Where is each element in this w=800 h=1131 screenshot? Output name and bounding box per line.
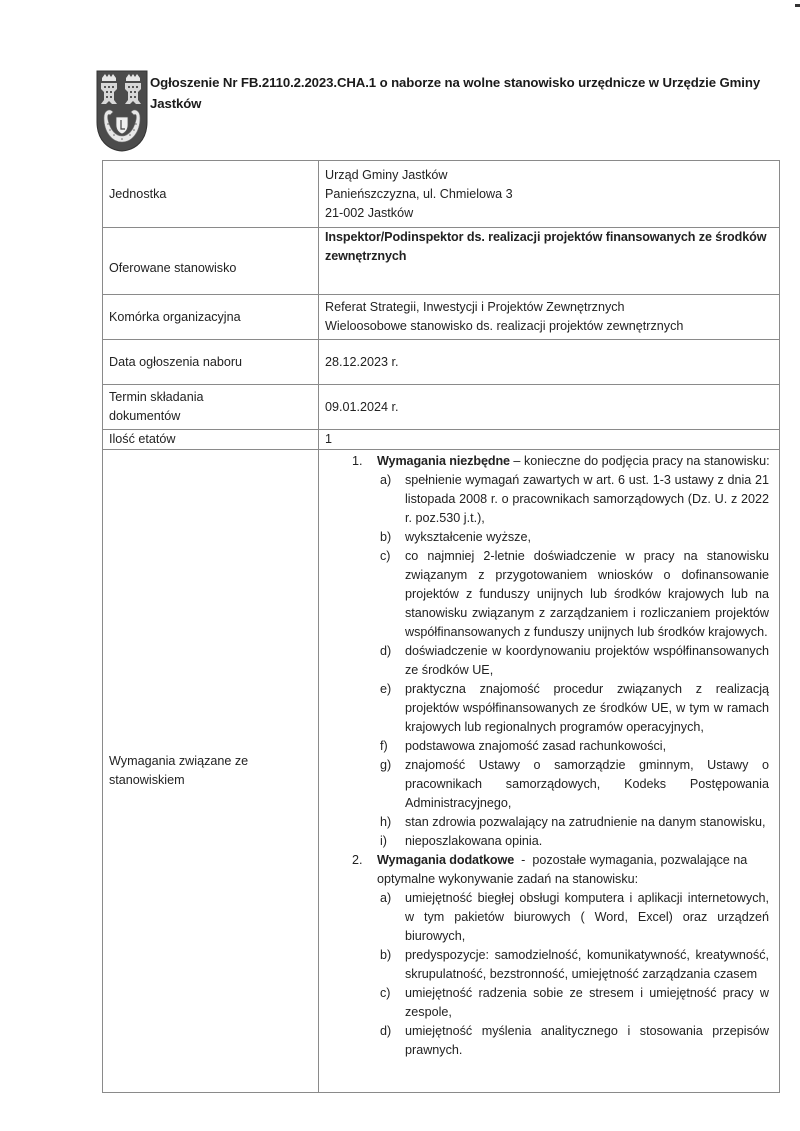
item-letter: e) — [380, 682, 392, 696]
row-label-jednostka: Jednostka — [103, 161, 319, 228]
item-letter: g) — [380, 758, 392, 772]
list-item — [380, 1022, 773, 1060]
list-item — [380, 528, 773, 547]
unit-line: Referat Strategii, Inwestycji i Projektów Zewnętrznych — [325, 300, 625, 314]
page-title: Ogłoszenie Nr FB.2110.2.2023.CHA.1 o naborze na wolne stanowisko urzędnicze w Urzędzie Gminy Jastków — [150, 75, 761, 111]
row-value-data: 28.12.2023 r. — [319, 340, 780, 385]
list-item — [380, 946, 773, 984]
item-letter: b) — [380, 948, 392, 962]
item-text: praktyczna znajomość procedur związanych z realizacją projektów współfinansowanych ze środków UE, w tym w ramach krajowych lub regionalnych programów operacyjnych, — [405, 682, 769, 734]
row-label-oferowane: Oferowane stanowisko — [103, 228, 319, 295]
row-label-termin: Termin składania dokumentów — [103, 385, 319, 430]
item-letter: d) — [380, 1024, 392, 1038]
item-text: doświadczenie w koordynowaniu projektów współfinansowanych ze środków UE, — [405, 644, 769, 677]
row-value-termin: 09.01.2024 r. — [319, 385, 780, 430]
row-value-etaty: 1 — [319, 430, 780, 450]
item-letter: c) — [380, 986, 391, 1000]
row-value-komorka — [319, 295, 780, 340]
table-row — [103, 228, 780, 295]
requirements-cell — [319, 450, 780, 1093]
item-text: predyspozycje: samodzielność, komunikatywność, kreatywność, skrupulatność, bezstronność, umiejętność zarządzania czasem — [405, 948, 769, 981]
section-number: 2. — [352, 853, 363, 867]
item-text: stan zdrowia pozwalający na zatrudnienie na danym stanowisku, — [405, 815, 766, 829]
list-item — [380, 889, 773, 946]
list-item — [380, 471, 773, 528]
section-intro: – konieczne do podjęcia pracy na stanowisku: — [509, 454, 770, 468]
requirements-list — [325, 452, 773, 1060]
list-item — [380, 756, 773, 813]
section-heading: Wymagania dodatkowe — [377, 853, 515, 867]
item-letter: a) — [380, 473, 392, 487]
item-letter: a) — [380, 891, 392, 905]
item-text: co najmniej 2-letnie doświadczenie w pracy na stanowisku związanym z przygotowaniem wniosków o dofinansowanie projektów z funduszy unijnych lub środków krajowych lub na stanowisku związanym z zarządzaniem i rozliczaniem projektów współfinansowanych z funduszy unijnych lub środków krajowych. — [405, 549, 769, 639]
item-letter: b) — [380, 530, 392, 544]
item-text: umiejętność myślenia analitycznego i stosowania przepisów prawnych. — [405, 1024, 769, 1057]
coat-of-arms-icon — [96, 70, 148, 152]
table-row — [103, 430, 780, 450]
table-row — [103, 340, 780, 385]
row-value-jednostka — [319, 161, 780, 228]
list-item — [380, 642, 773, 680]
requirements-section-required — [352, 452, 773, 851]
table-row — [103, 385, 780, 430]
section-heading: Wymagania niezbędne — [377, 454, 510, 468]
item-text: nieposzlakowana opinia. — [405, 834, 543, 848]
list-item — [380, 737, 773, 756]
item-text: umiejętność radzenia sobie ze stresem i umiejętność pracy w zespole, — [405, 986, 769, 1019]
list-item — [380, 984, 773, 1022]
list-item — [380, 547, 773, 642]
list-item — [380, 813, 773, 832]
address-line: Urząd Gminy Jastków — [325, 167, 448, 182]
table-row — [103, 161, 780, 228]
table-row — [103, 450, 780, 1093]
section-number: 1. — [352, 454, 363, 468]
list-item — [380, 680, 773, 737]
item-text: podstawowa znajomość zasad rachunkowości, — [405, 739, 667, 753]
unit-line: Wieloosobowe stanowisko ds. realizacji projektów zewnętrznych — [325, 319, 684, 333]
item-letter: f) — [380, 739, 388, 753]
table-row — [103, 295, 780, 340]
item-letter: d) — [380, 644, 392, 658]
item-text: umiejętność biegłej obsługi komputera i aplikacji internetowych, w tym pakietów biurowych ( Word, Excel) oraz urządzeń biurowych, — [405, 891, 769, 943]
row-value-oferowane: Inspektor/Podinspektor ds. realizacji projektów finansowanych ze środków zewnętrznych — [319, 228, 780, 295]
document-header — [96, 70, 786, 150]
required-items — [377, 471, 773, 851]
additional-items — [377, 889, 773, 1060]
row-label-wymagania: Wymagania związane ze stanowiskiem — [103, 450, 319, 1093]
item-text: znajomość Ustawy o samorządzie gminnym, Ustawy o pracownikach samorządowych, Kodeks Postępowania Administracyjnego, — [405, 758, 769, 810]
announcement-table — [102, 160, 780, 1093]
row-label-data: Data ogłoszenia naboru — [103, 340, 319, 385]
address-line: Panieńszczyzna, ul. Chmielowa 3 — [325, 186, 513, 201]
row-label-etaty: Ilość etatów — [103, 430, 319, 450]
item-text: wykształcenie wyższe, — [405, 530, 531, 544]
row-label-komorka: Komórka organizacyjna — [103, 295, 319, 340]
item-letter: i) — [380, 834, 387, 848]
requirements-section-additional — [352, 851, 773, 1060]
item-letter: h) — [380, 815, 392, 829]
item-text: spełnienie wymagań zawartych w art. 6 ust. 1-3 ustawy z dnia 21 listopada 2008 r. o pracownikach samorządowych (Dz. U. z 2022 r. poz.530 j.t.), — [405, 473, 769, 525]
scan-mark — [795, 4, 800, 7]
address-line: 21-002 Jastków — [325, 205, 414, 220]
section-intro: - pozostałe wymagania, pozwalające na optymalne wykonywanie zadań na stanowisku: — [377, 853, 751, 886]
list-item — [380, 832, 773, 851]
item-letter: c) — [380, 549, 391, 563]
